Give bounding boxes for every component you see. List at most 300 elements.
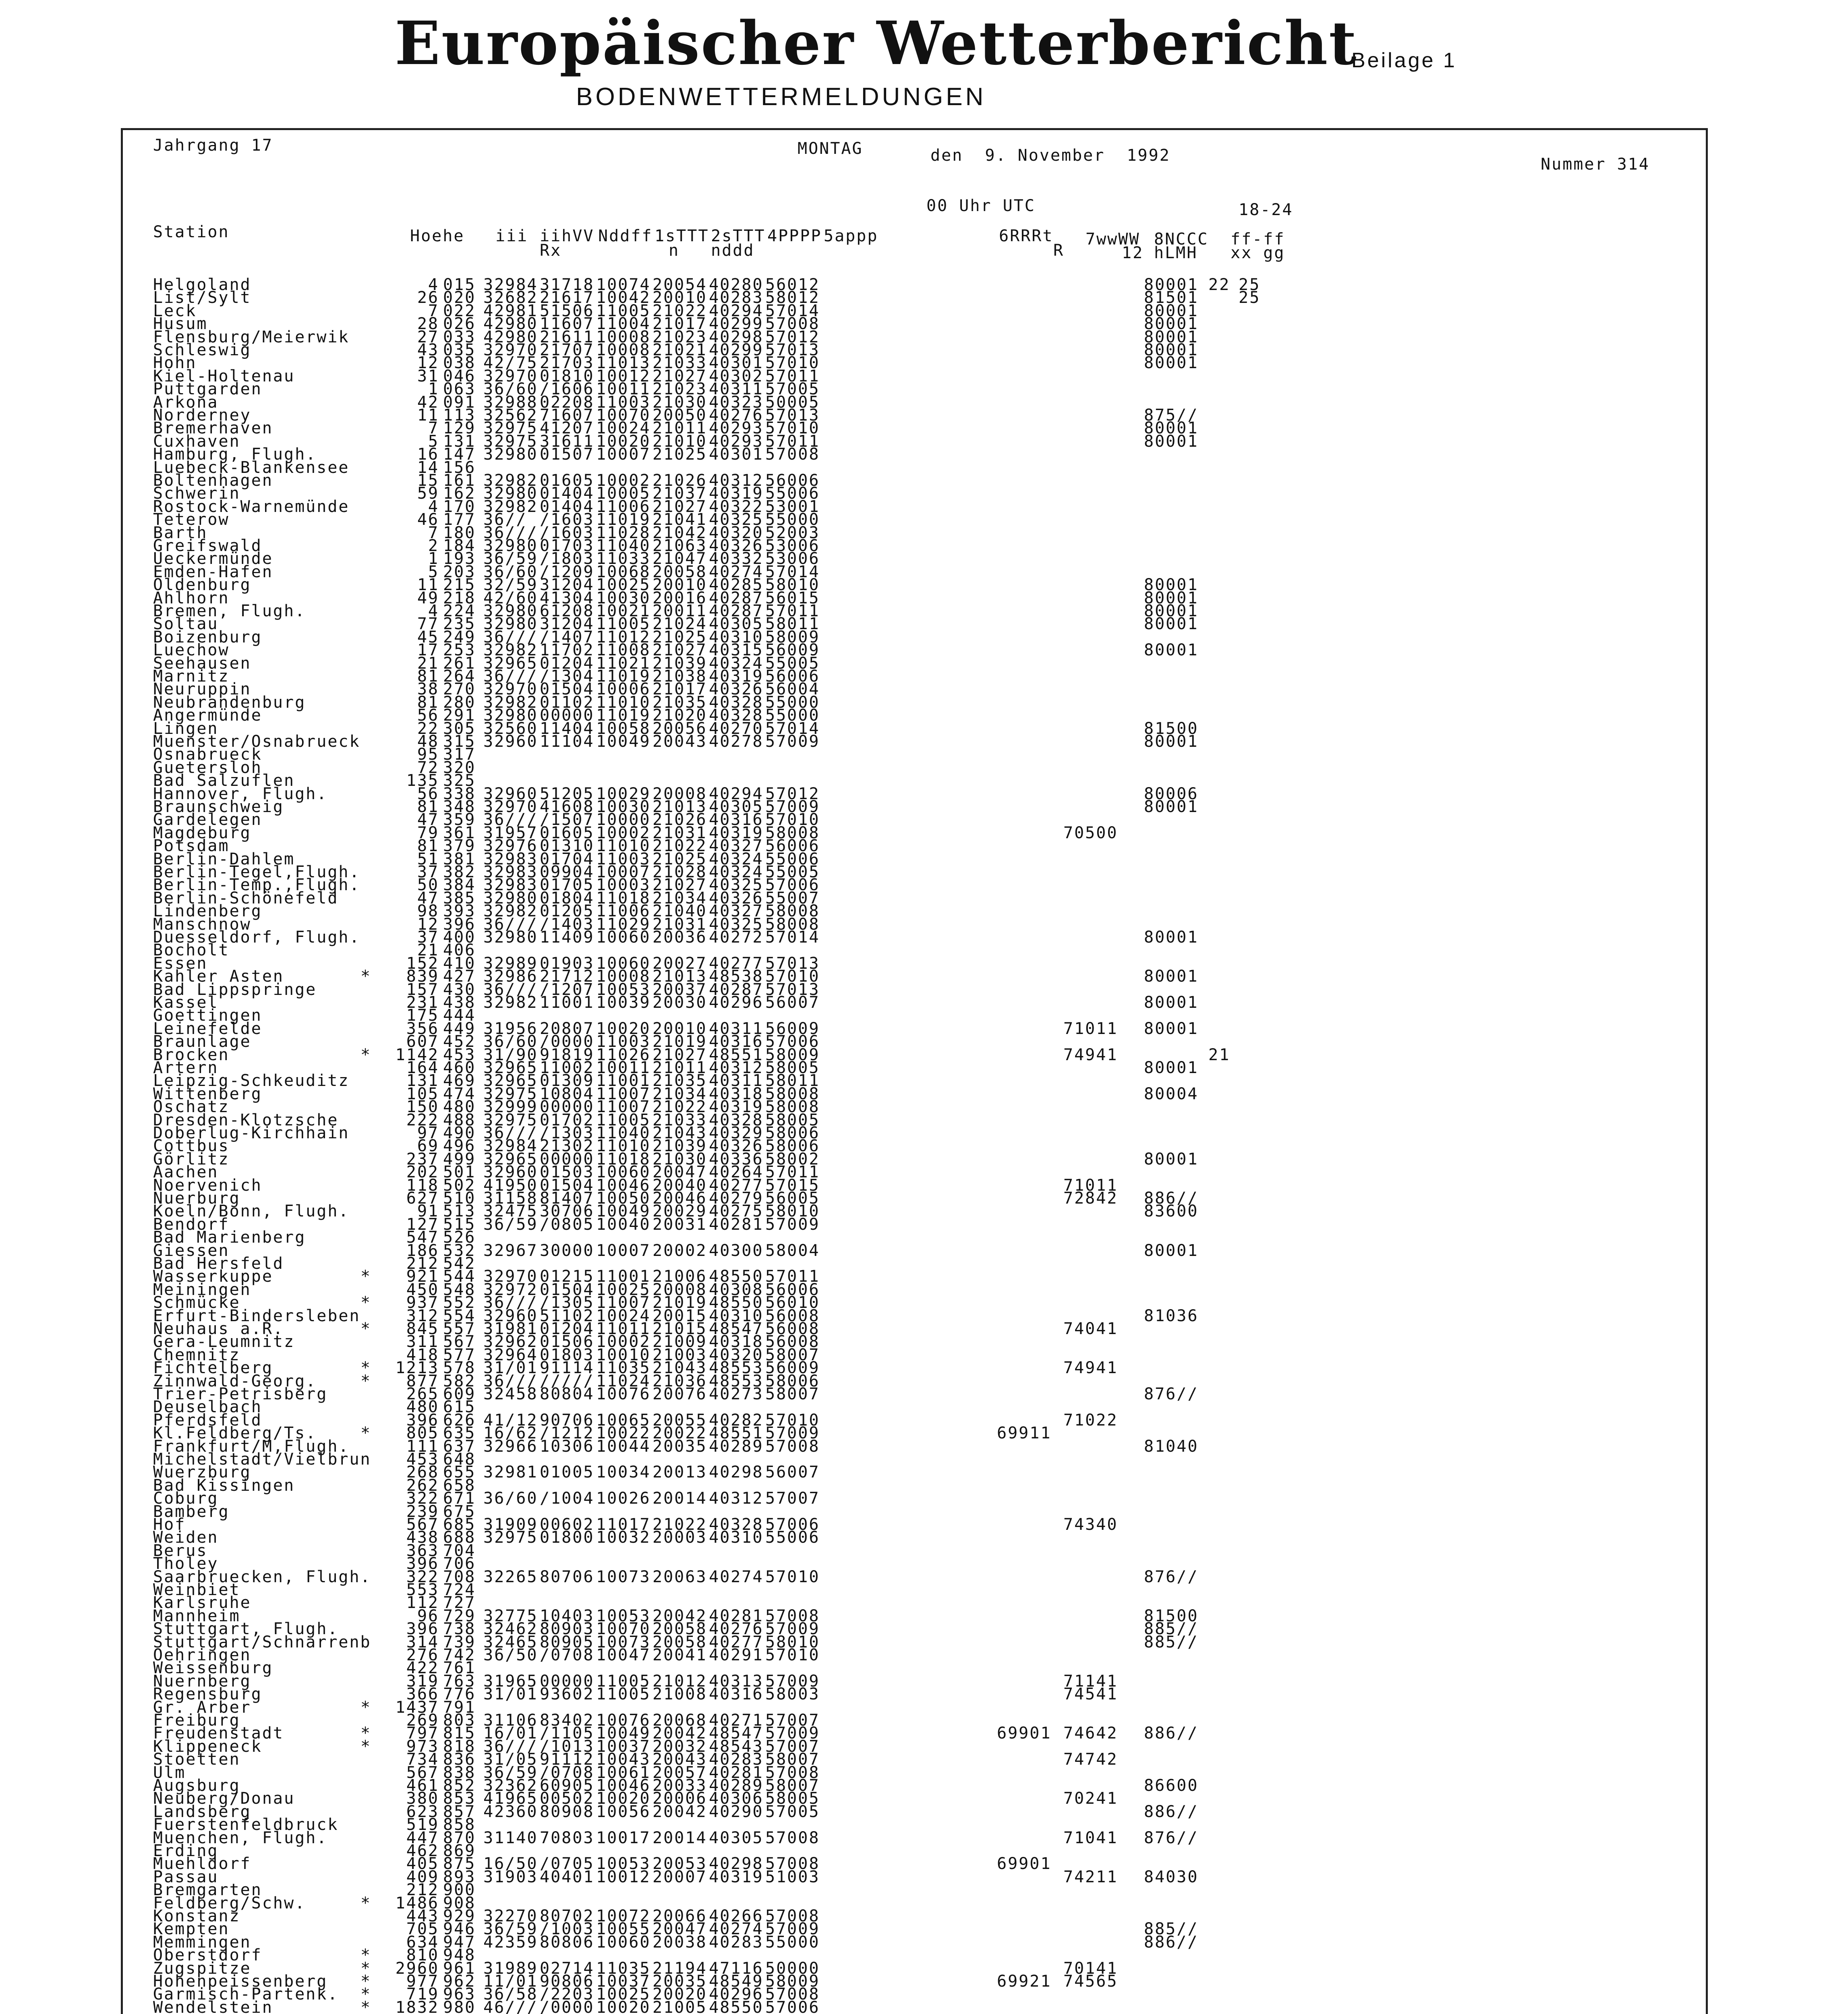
group-1sttt: 11021 — [596, 654, 651, 673]
group-4pppp: 48551 — [709, 1424, 764, 1443]
group-iihvv: 16/01 — [483, 1724, 538, 1743]
group-1sttt: 10011 — [596, 380, 651, 399]
station-height: 734 — [406, 1750, 439, 1769]
table-row — [153, 432, 1603, 451]
group-iihvv: 36/// — [483, 1372, 538, 1390]
group-nddff: 80905 — [540, 1633, 595, 1651]
group-nddff: /0000 — [540, 1998, 595, 2014]
group-iihvv: 42359 — [483, 1933, 538, 1952]
station-id: 548 — [443, 1280, 476, 1299]
group-5appp: 52003 — [765, 523, 820, 542]
station-height: 42 — [417, 393, 439, 412]
station-height: 231 — [406, 993, 439, 1012]
group-2sttt: 21033 — [653, 1111, 707, 1129]
group-7wwww: 71022 — [1063, 1411, 1118, 1430]
group-1sttt: 10072 — [596, 1907, 651, 1925]
group-1sttt: 10040 — [596, 1215, 651, 1234]
group-5appp: 58005 — [765, 1111, 820, 1129]
group-8nccc: 86600 — [1144, 1776, 1199, 1795]
group-4pppp: 40315 — [709, 641, 764, 660]
station-height: 11 — [417, 406, 439, 425]
group-7wwww: 74211 — [1063, 1867, 1118, 1886]
group-7wwww: 74565 — [1063, 1972, 1118, 1991]
table-row — [153, 1541, 1603, 1560]
group-1sttt: 10074 — [596, 276, 651, 294]
group-iihvv: 31903 — [483, 1867, 538, 1886]
station-name: Berus — [153, 1541, 208, 1560]
group-4pppp: 48553 — [709, 1359, 764, 1378]
group-1sttt: 11017 — [596, 1515, 651, 1534]
group-1sttt: 10003 — [596, 876, 651, 895]
station-name: Bad Marienberg — [153, 1228, 306, 1247]
group-nddff: 00000 — [540, 1672, 595, 1691]
group-iihvv: 36/60 — [483, 380, 538, 399]
group-nddff: 11607 — [540, 315, 595, 334]
group-2sttt: 21013 — [653, 967, 707, 986]
station-height: 567 — [406, 1763, 439, 1782]
group-iihvv: 32984 — [483, 276, 538, 294]
station-name: Nuernberg — [153, 1672, 251, 1691]
group-2sttt: 21194 — [653, 1959, 707, 1978]
group-4pppp: 40273 — [709, 1385, 764, 1403]
group-5appp: 57008 — [765, 1907, 820, 1925]
column-subheader-r: R — [1053, 241, 1065, 260]
station-height: 17 — [417, 641, 439, 660]
station-name: Bad Kissingen — [153, 1476, 295, 1495]
group-2sttt: 21023 — [653, 327, 707, 346]
group-nddff: 21617 — [540, 288, 595, 307]
station-name: Luebeck-Blankensee — [153, 458, 350, 477]
group-nddff: 51506 — [540, 301, 595, 320]
station-height: 48 — [417, 732, 439, 751]
station-height: 112 — [406, 1593, 439, 1612]
station-height: 1213 — [395, 1359, 439, 1378]
station-name: Feldberg/Schw. — [153, 1894, 306, 1912]
station-height: 118 — [406, 1176, 439, 1195]
group-5appp: 57009 — [765, 1215, 820, 1234]
column-header-7wwww: 7wwWW — [1086, 230, 1140, 249]
station-name: Berlin-Temp.,Flugh. — [153, 876, 360, 895]
station-height: 1486 — [395, 1894, 439, 1912]
group-1sttt: 10034 — [596, 1463, 651, 1482]
table-row — [153, 523, 1603, 542]
station-id: 203 — [443, 562, 476, 581]
group-2sttt: 21010 — [653, 432, 707, 451]
group-4pppp: 40298 — [709, 1854, 764, 1873]
station-height: 239 — [406, 1502, 439, 1521]
group-8nccc: 885// — [1144, 1620, 1199, 1639]
station-id: 948 — [443, 1946, 476, 1965]
group-iihvv: 32999 — [483, 1098, 538, 1117]
station-name: Barth — [153, 523, 208, 542]
station-id: 739 — [443, 1633, 476, 1651]
group-1sttt: 10037 — [596, 1972, 651, 1991]
station-height: 319 — [406, 1672, 439, 1691]
group-2sttt: 20066 — [653, 1907, 707, 1925]
group-4pppp: 40287 — [709, 588, 764, 607]
group-2sttt: 21019 — [653, 1032, 707, 1051]
station-id: 685 — [443, 1515, 476, 1534]
group-4pppp: 40276 — [709, 406, 764, 425]
group-4pppp: 40277 — [709, 1633, 764, 1651]
group-2sttt: 21017 — [653, 680, 707, 699]
table-row — [153, 837, 1603, 856]
group-5appp: 50005 — [765, 393, 820, 412]
group-1sttt: 10025 — [596, 1985, 651, 2004]
group-4pppp: 40293 — [709, 432, 764, 451]
group-4pppp: 40313 — [709, 1672, 764, 1691]
station-height: 5 — [428, 562, 439, 581]
station-name: Arkona — [153, 393, 219, 412]
station-name: Bremen, Flugh. — [153, 602, 306, 620]
group-2sttt: 20068 — [653, 1711, 707, 1730]
table-row — [153, 1215, 1603, 1234]
column-header-iii: iii — [495, 227, 528, 245]
station-height: 322 — [406, 1489, 439, 1508]
group-1sttt: 11013 — [596, 354, 651, 373]
station-id: 320 — [443, 758, 476, 777]
station-height: 50 — [417, 876, 439, 895]
group-5appp: 57009 — [765, 1620, 820, 1639]
station-id: 325 — [443, 771, 476, 790]
station-name: Kempten — [153, 1920, 230, 1939]
group-8nccc: 886// — [1144, 1802, 1199, 1821]
station-height: 21 — [417, 654, 439, 673]
column-header-1sttt: 1sTTT — [655, 227, 709, 245]
group-nddff: 01803 — [540, 1345, 595, 1364]
group-4pppp: 40319 — [709, 1098, 764, 1117]
station-name: Görlitz — [153, 1150, 230, 1169]
group-2sttt: 21031 — [653, 823, 707, 842]
group-iihvv: 11/01 — [483, 1972, 538, 1991]
group-1sttt: 10070 — [596, 1620, 651, 1639]
group-nddff: 01804 — [540, 889, 595, 908]
group-2sttt: 21033 — [653, 354, 707, 373]
group-nddff: 01504 — [540, 1280, 595, 1299]
group-4pppp: 40283 — [709, 1750, 764, 1769]
station-name: Koeln/Bonn, Flugh. — [153, 1202, 350, 1221]
station-id: 704 — [443, 1541, 476, 1560]
station-name: Klippeneck — [153, 1737, 262, 1756]
station-id: 908 — [443, 1894, 476, 1912]
station-id: 385 — [443, 889, 476, 908]
group-iihvv: 32362 — [483, 1776, 538, 1795]
station-name: Rostock-Warnemünde — [153, 497, 350, 516]
group-nddff: /1507 — [540, 810, 595, 829]
group-4pppp: 40319 — [709, 1867, 764, 1886]
group-iihvv: 31/01 — [483, 1359, 538, 1378]
station-id: 270 — [443, 680, 476, 699]
column-subheader-xx-gg: xx gg — [1231, 244, 1285, 262]
group-nddff: /0805 — [540, 1215, 595, 1234]
table-row — [153, 1867, 1603, 1886]
station-height: 1 — [428, 380, 439, 399]
group-1sttt: 11012 — [596, 628, 651, 646]
group-iihvv: 16/50 — [483, 1854, 538, 1873]
group-iihvv: 32980 — [483, 537, 538, 555]
group-2sttt: 21040 — [653, 902, 707, 921]
group-iihvv: 32462 — [483, 1620, 538, 1639]
table-row — [153, 1581, 1603, 1599]
station-height: 51 — [417, 850, 439, 868]
group-5appp: 58012 — [765, 288, 820, 307]
station-name: Essen — [153, 954, 208, 973]
group-4pppp: 40283 — [709, 1933, 764, 1952]
station-id: 280 — [443, 693, 476, 712]
group-8nccc: 80001 — [1144, 354, 1199, 373]
station-height: 96 — [417, 1606, 439, 1625]
group-1sttt: 11035 — [596, 1359, 651, 1378]
group-2sttt: 20042 — [653, 1606, 707, 1625]
group-1sttt: 10022 — [596, 1424, 651, 1443]
group-8nccc: 80001 — [1144, 1019, 1199, 1038]
mountain-marker: * — [360, 1998, 372, 2014]
station-height: 921 — [406, 1267, 439, 1286]
table-row — [153, 1059, 1603, 1077]
column-subheader-nddd: nddd — [711, 241, 755, 260]
table-row — [153, 1763, 1603, 1782]
group-nddff: 01703 — [540, 537, 595, 555]
group-nddff: 01205 — [540, 902, 595, 921]
table-row — [153, 537, 1603, 555]
group-5appp: 56009 — [765, 641, 820, 660]
station-height: 396 — [406, 1620, 439, 1639]
station-id: 035 — [443, 341, 476, 359]
station-id: 063 — [443, 380, 476, 399]
station-name: Brocken — [153, 1045, 230, 1064]
station-height: 937 — [406, 1293, 439, 1312]
group-1sttt: 10007 — [596, 863, 651, 881]
table-row — [153, 1606, 1603, 1625]
group-2sttt: 21027 — [653, 367, 707, 385]
station-name: Gr. Arber — [153, 1698, 251, 1717]
table-row — [153, 810, 1603, 829]
group-2sttt: 20043 — [653, 1750, 707, 1769]
group-4pppp: 48538 — [709, 967, 764, 986]
station-name: Ahlhorn — [153, 588, 230, 607]
station-id: 131 — [443, 432, 476, 451]
station-name: Schwerin — [153, 484, 240, 503]
column-subheader-hlmh: hLMH — [1154, 244, 1198, 262]
station-name: Helgoland — [153, 276, 251, 294]
station-height: 268 — [406, 1463, 439, 1482]
group-8nccc: 876// — [1144, 1385, 1199, 1403]
station-id: 224 — [443, 602, 476, 620]
station-name: Aachen — [153, 1163, 219, 1182]
group-5appp: 58008 — [765, 915, 820, 934]
group-4pppp: 48550 — [709, 1998, 764, 2014]
station-id: 637 — [443, 1437, 476, 1456]
station-name: Seehausen — [153, 654, 251, 673]
group-5appp: 55000 — [765, 1933, 820, 1952]
station-id: 162 — [443, 484, 476, 503]
group-1sttt: 11026 — [596, 1045, 651, 1064]
group-nddff: 80903 — [540, 1620, 595, 1639]
station-name: Oberstdorf — [153, 1946, 262, 1965]
station-name: Braunlage — [153, 1032, 251, 1051]
group-4pppp: 40316 — [709, 810, 764, 829]
group-nddff: 91114 — [540, 1359, 595, 1378]
group-7wwww: 70241 — [1063, 1789, 1118, 1808]
group-4pppp: 40319 — [709, 484, 764, 503]
group-5appp: 55000 — [765, 693, 820, 712]
station-height: 175 — [406, 1006, 439, 1025]
station-id: 381 — [443, 850, 476, 868]
group-1sttt: 10037 — [596, 1737, 651, 1756]
station-height: 567 — [406, 1515, 439, 1534]
table-row — [153, 654, 1603, 673]
table-row — [153, 993, 1603, 1012]
group-2sttt: 20050 — [653, 406, 707, 425]
station-id: 184 — [443, 537, 476, 555]
station-id: 382 — [443, 863, 476, 881]
table-row — [153, 1385, 1603, 1403]
station-name: Giessen — [153, 1241, 230, 1260]
group-8nccc: 80001 — [1144, 432, 1199, 451]
station-name: Mannheim — [153, 1606, 240, 1625]
station-id: 761 — [443, 1659, 476, 1678]
group-4pppp: 40299 — [709, 315, 764, 334]
station-height: 111 — [406, 1437, 439, 1456]
station-height: 7 — [428, 523, 439, 542]
group-1sttt: 11007 — [596, 1084, 651, 1103]
station-id: 393 — [443, 902, 476, 921]
group-iihvv: 32975 — [483, 1111, 538, 1129]
group-4pppp: 40324 — [709, 850, 764, 868]
group-2sttt: 21047 — [653, 549, 707, 568]
group-iihvv: 42/75 — [483, 354, 538, 373]
station-height: 56 — [417, 706, 439, 725]
station-id: 742 — [443, 1646, 476, 1664]
group-1sttt: 11005 — [596, 1685, 651, 1704]
group-iihvv: 32982 — [483, 902, 538, 921]
group-1sttt: 11010 — [596, 837, 651, 856]
station-id: 496 — [443, 1137, 476, 1156]
group-2sttt: 20015 — [653, 1306, 707, 1325]
group-5appp: 58009 — [765, 1972, 820, 1991]
table-row — [153, 1293, 1603, 1312]
group-1sttt: 10024 — [596, 419, 651, 438]
group-iihvv: 36/58 — [483, 1985, 538, 2004]
group-5appp: 58010 — [765, 576, 820, 595]
station-name: Gera-Leumnitz — [153, 1332, 295, 1351]
station-id: 499 — [443, 1150, 476, 1169]
group-1sttt: 11019 — [596, 706, 651, 725]
group-nddff: 21707 — [540, 341, 595, 359]
station-id: 962 — [443, 1972, 476, 1991]
group-4pppp: 40305 — [709, 798, 764, 816]
station-height: 462 — [406, 1842, 439, 1860]
group-8nccc: 81500 — [1144, 719, 1199, 738]
group-2sttt: 21030 — [653, 393, 707, 412]
group-5appp: 56006 — [765, 1280, 820, 1299]
station-id: 480 — [443, 1098, 476, 1117]
group-8nccc: 80001 — [1144, 798, 1199, 816]
group-2sttt: 20007 — [653, 1867, 707, 1886]
group-4pppp: 40311 — [709, 1019, 764, 1038]
table-row — [153, 693, 1603, 712]
group-1sttt: 10056 — [596, 1802, 651, 1821]
table-row — [153, 1241, 1603, 1260]
group-8nccc: 81036 — [1144, 1306, 1199, 1325]
mountain-marker: * — [360, 1293, 372, 1312]
station-name: Cottbus — [153, 1137, 230, 1156]
group-2sttt: 21027 — [653, 1045, 707, 1064]
table-row — [153, 1854, 1603, 1873]
group-4pppp: 48543 — [709, 1737, 764, 1756]
column-subheader-n: n — [669, 241, 680, 260]
table-row — [153, 445, 1603, 464]
group-nddff: /1004 — [540, 1489, 595, 1508]
station-height: 105 — [406, 1084, 439, 1103]
station-id: 875 — [443, 1854, 476, 1873]
station-id: 193 — [443, 549, 476, 568]
group-iihvv: 31965 — [483, 1672, 538, 1691]
station-name: Bad Salzuflen — [153, 771, 295, 790]
group-8nccc: 80001 — [1144, 732, 1199, 751]
station-name: Schleswig — [153, 341, 251, 359]
table-row — [153, 1084, 1603, 1103]
group-4pppp: 40325 — [709, 510, 764, 529]
table-row — [153, 1907, 1603, 1925]
group-nddff: /0705 — [540, 1854, 595, 1873]
group-nddff: 01404 — [540, 484, 595, 503]
group-iihvv: 32989 — [483, 954, 538, 973]
group-7wwww: 74941 — [1063, 1359, 1118, 1378]
group-7wwww: 71011 — [1063, 1176, 1118, 1195]
station-id: 170 — [443, 497, 476, 516]
station-id: 015 — [443, 276, 476, 294]
station-name: Hamburg, Flugh. — [153, 445, 317, 464]
station-name: Oldenburg — [153, 576, 251, 595]
station-height: 396 — [406, 1411, 439, 1430]
group-nddff: 01702 — [540, 1111, 595, 1129]
group-8nccc: 80001 — [1144, 1150, 1199, 1169]
station-height: 21 — [417, 941, 439, 960]
group-iihvv: 32982 — [483, 993, 538, 1012]
table-row — [153, 419, 1603, 438]
group-4pppp: 40318 — [709, 1332, 764, 1351]
group-2sttt: 20014 — [653, 1828, 707, 1847]
station-height: 77 — [417, 615, 439, 634]
station-id: 929 — [443, 1907, 476, 1925]
group-8nccc: 80001 — [1144, 967, 1199, 986]
station-id: 582 — [443, 1372, 476, 1390]
group-iihvv: 36// — [483, 510, 527, 529]
group-1sttt: 11018 — [596, 889, 651, 908]
group-5appp: 58008 — [765, 1098, 820, 1117]
group-8nccc: 80001 — [1144, 1241, 1199, 1260]
table-row — [153, 1776, 1603, 1795]
group-2sttt: 20035 — [653, 1972, 707, 1991]
group-iihvv: 36/59 — [483, 1920, 538, 1939]
station-name: Saarbruecken, Flugh. — [153, 1567, 371, 1586]
group-2sttt: 20010 — [653, 1019, 707, 1038]
group-5appp: 57005 — [765, 380, 820, 399]
group-5appp: 57009 — [765, 732, 820, 751]
group-5appp: 57008 — [765, 1985, 820, 2004]
group-2sttt: 21024 — [653, 615, 707, 634]
station-id: 791 — [443, 1698, 476, 1717]
group-1sttt: 10020 — [596, 1998, 651, 2014]
group-5appp: 50000 — [765, 1959, 820, 1978]
station-height: 634 — [406, 1933, 439, 1952]
group-iihvv: 31106 — [483, 1711, 538, 1730]
group-1sttt: 10046 — [596, 1176, 651, 1195]
group-1sttt: 10068 — [596, 562, 651, 581]
table-row — [153, 798, 1603, 816]
group-nddff: /1207 — [540, 980, 595, 999]
